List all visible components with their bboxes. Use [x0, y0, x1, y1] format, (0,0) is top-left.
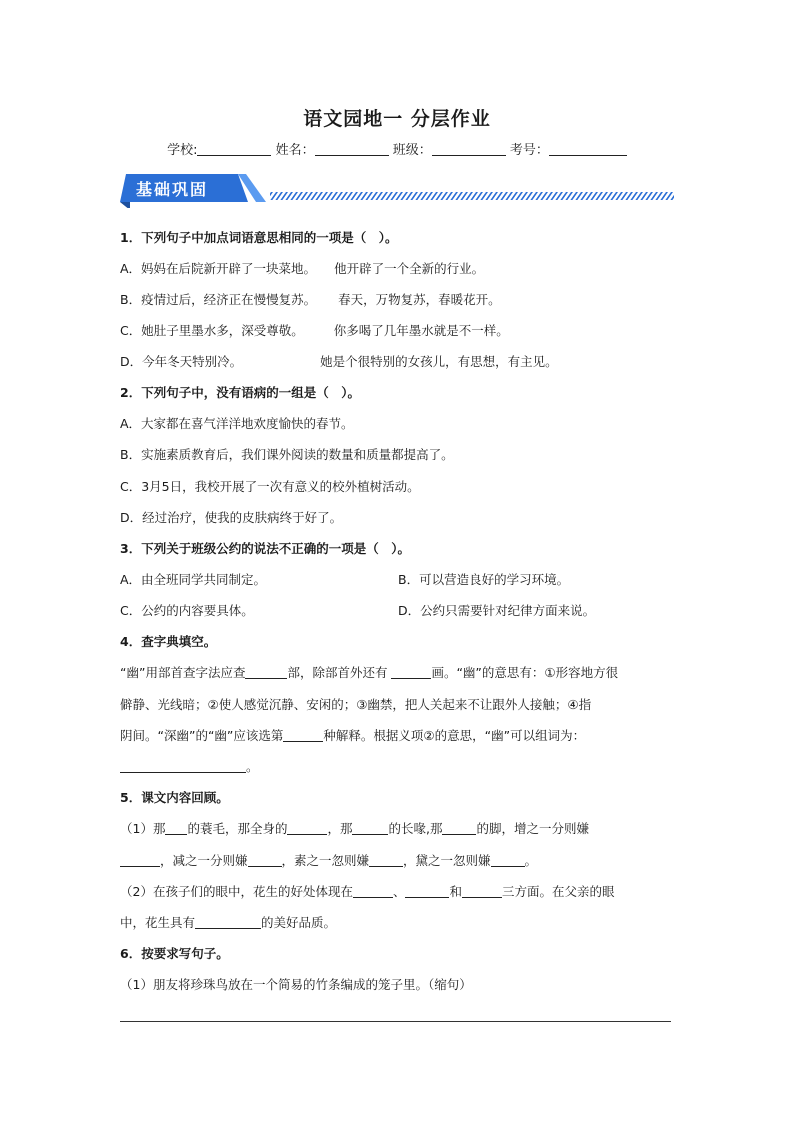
q5-text: 中，花生具有	[120, 915, 196, 930]
class-blank[interactable]	[432, 142, 506, 156]
q5-blank[interactable]	[165, 821, 187, 835]
q5-text: （2）在孩子们的眼中，花生的好处体现在	[120, 884, 353, 899]
q5-blank[interactable]	[491, 853, 525, 867]
q5-line-2	[120, 852, 537, 870]
q1-option-d-part2: 她是个很特别的女孩儿，有思想，有主见。	[320, 354, 558, 369]
name-label: 姓名：	[275, 143, 315, 158]
q5-text: ，素之一忽则嫌	[281, 853, 370, 868]
q4-line-3	[120, 727, 585, 745]
q1-option-b-part1: B．疫情过后，经济正在慢慢复苏。	[120, 292, 317, 307]
q4-stem: 4．查字典填空。	[120, 634, 217, 649]
q5-text: ，黛之一忽则嫌	[403, 853, 491, 868]
q5-line-4	[120, 914, 336, 932]
q5-text: ，减之一分则嫌	[160, 853, 248, 868]
q5-blank[interactable]	[353, 884, 393, 898]
q4-line-2: 僻静、光线暗；②使人感觉沉静、安闲的；③幽禁，把人关起来不让跟外人接触；④指	[120, 697, 592, 712]
q5-text: ，那	[327, 821, 353, 836]
q1-option-c	[120, 322, 509, 340]
q3-option-d: D．公约只需要针对纪律方面来说。	[398, 603, 596, 618]
q4-text: 阴间。“深幽”的“幽”应该选第	[120, 728, 284, 743]
school-blank[interactable]	[197, 142, 271, 156]
q5-text: 。	[524, 853, 538, 868]
q5-line-1	[120, 820, 589, 838]
q6-item-1: （1）朋友将珍珠鸟放在一个简易的竹条编成的笼子里。（缩句）	[120, 977, 472, 992]
q4-text: 部，除部首外还有	[287, 665, 392, 680]
q5-blank[interactable]	[195, 915, 261, 929]
q1-option-d	[120, 353, 558, 371]
q2-option-a: A．大家都在喜气洋洋地欢度愉快的春节。	[120, 416, 354, 431]
q1-option-d-part1: D．今年冬天特别冷。	[120, 354, 243, 369]
q1-option-c-part1: C．她肚子里墨水多，深受尊敬。	[120, 323, 304, 338]
q4-text: 。	[246, 759, 259, 774]
q5-text: 三方面。在父亲的眼	[502, 884, 615, 899]
q1-option-b	[120, 291, 501, 309]
q2-stem: 2．下列句子中，没有语病的一组是（ ）。	[120, 385, 360, 400]
q2-option-d: D．经过治疗，使我的皮肤病终于好了。	[120, 510, 343, 525]
q5-blank[interactable]	[462, 884, 502, 898]
q5-blank[interactable]	[442, 821, 476, 835]
q5-blank[interactable]	[120, 853, 160, 867]
q5-blank[interactable]	[248, 853, 282, 867]
section-banner	[120, 172, 676, 208]
q4-radical-blank[interactable]	[245, 665, 287, 679]
q5-text: （1）那	[120, 821, 166, 836]
exam-no-label: 考号：	[509, 143, 549, 158]
school-label: 学校:	[167, 143, 198, 158]
q4-text: 种解释。根据义项②的意思，“幽”可以组词为：	[323, 728, 586, 743]
exam-no-blank[interactable]	[549, 142, 627, 156]
q5-blank[interactable]	[405, 884, 449, 898]
q3-option-a: A．由全班同学共同制定。	[120, 572, 267, 587]
q5-text: 的长喙,那	[388, 821, 443, 836]
q5-text: 和	[449, 884, 462, 899]
q3-option-b: B．可以营造良好的学习环境。	[398, 572, 570, 587]
q3-stem: 3．下列关于班级公约的说法不正确的一项是（ ）。	[120, 541, 410, 556]
q4-line-1	[120, 664, 618, 682]
q2-option-b: B．实施素质教育后，我们课外阅读的数量和质量都提高了。	[120, 447, 454, 462]
q5-blank[interactable]	[287, 821, 327, 835]
q1-option-a-part1: A．妈妈在后院新开辟了一块菜地。	[120, 261, 317, 276]
q1-option-a-part2: 他开辟了一个全新的行业。	[334, 261, 485, 276]
q5-text: 的脚，增之一分则嫌	[476, 821, 589, 836]
q5-stem: 5．课文内容回顾。	[120, 790, 229, 805]
section-label: 基础巩固	[136, 180, 209, 199]
student-info-row	[0, 139, 794, 158]
name-blank[interactable]	[315, 142, 389, 156]
q1-option-a	[120, 260, 484, 278]
q1-option-c-part2: 你多喝了几年墨水就是不一样。	[333, 323, 509, 338]
q4-strokes-blank[interactable]	[391, 665, 431, 679]
q4-line-4	[120, 758, 259, 776]
q4-meaning-blank[interactable]	[283, 728, 323, 742]
q5-blank[interactable]	[369, 853, 403, 867]
q6-answer-line[interactable]	[120, 1021, 671, 1022]
q5-text: 的美好品质。	[261, 915, 337, 930]
q5-blank[interactable]	[352, 821, 388, 835]
q4-word-blank[interactable]	[120, 759, 246, 773]
q5-text: 的蓑毛，那全身的	[187, 821, 288, 836]
q2-option-c: C．3月5日，我校开展了一次有意义的校外植树活动。	[120, 479, 420, 494]
q4-text: “幽”用部首查字法应查	[120, 665, 246, 680]
q3-option-c: C．公约的内容要具体。	[120, 603, 254, 618]
class-label: 班级：	[392, 143, 432, 158]
q5-line-3	[120, 883, 615, 901]
q1-option-b-part2: 春天，万物复苏，春暖花开。	[338, 292, 501, 307]
q4-text: 画。“幽”的意思有：①形容地方很	[431, 665, 619, 680]
q1-stem: 1．下列句子中加点词语意思相同的一项是（ ）。	[120, 230, 398, 245]
page-title: 语文园地一 分层作业	[303, 108, 491, 130]
q6-stem: 6．按要求写句子。	[120, 946, 229, 961]
q5-text: 、	[392, 884, 406, 899]
